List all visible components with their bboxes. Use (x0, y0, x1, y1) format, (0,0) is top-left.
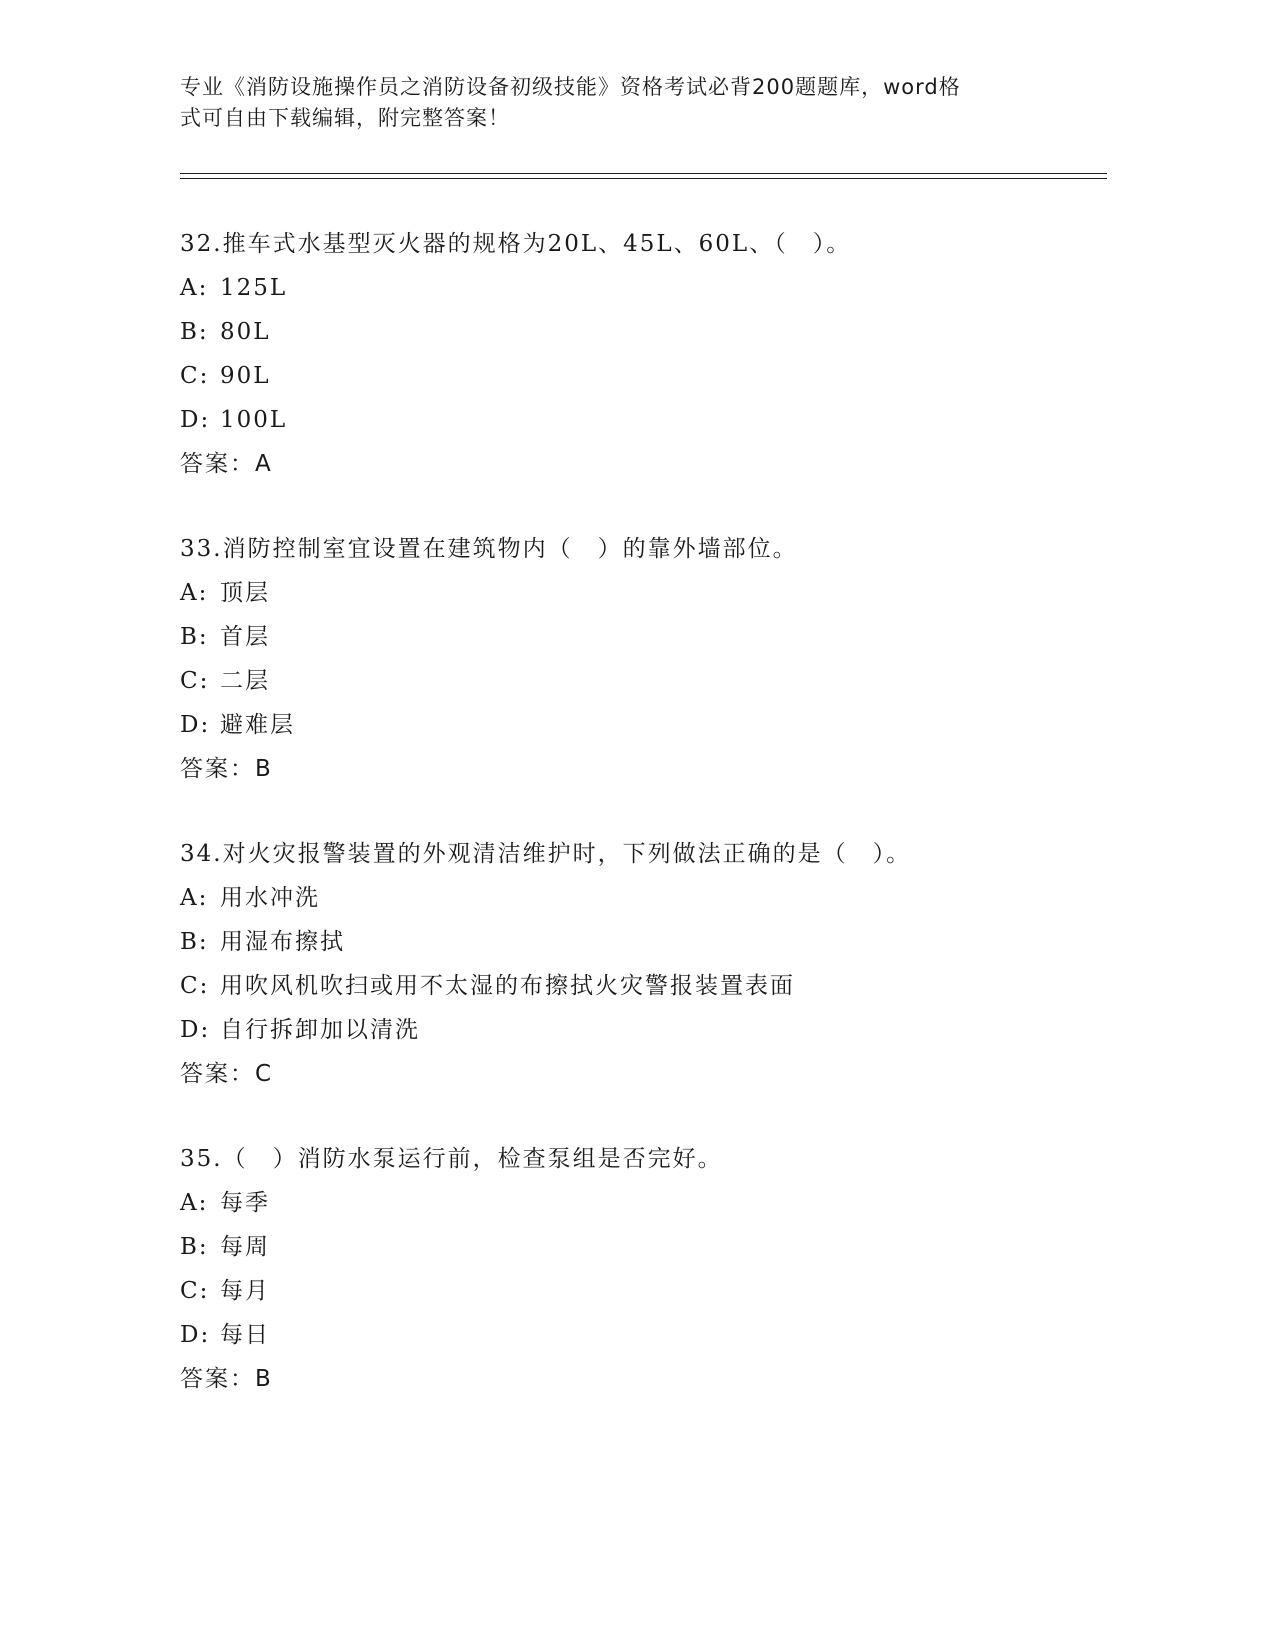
option-text: 首层 (220, 624, 270, 650)
option-label: B: (180, 624, 209, 650)
option-c (180, 1275, 1080, 1319)
option-label: D: (180, 712, 211, 738)
answer-line: 答案：B (180, 1366, 273, 1392)
option-text: 每季 (220, 1190, 270, 1216)
option-text: 90L (220, 363, 271, 389)
option-text: 125L (220, 275, 288, 301)
header-divider-bottom (180, 178, 1107, 179)
header-divider-top (180, 173, 1107, 174)
header-line-1: 专业《消防设施操作员之消防设备初级技能》资格考试必背200题题库，word格 (180, 75, 961, 99)
option-d (180, 404, 1080, 448)
option-text: 80L (220, 319, 271, 345)
option-text: 自行拆卸加以清洗 (220, 1017, 420, 1043)
question-block (180, 838, 1080, 1102)
option-a (180, 272, 1080, 316)
option-a (180, 1187, 1080, 1231)
option-label: C: (180, 1278, 210, 1304)
option-c (180, 665, 1080, 709)
option-text: 用吹风机吹扫或用不太湿的布擦拭火灾警报装置表面 (220, 973, 795, 999)
option-b (180, 1231, 1080, 1275)
question-block (180, 228, 1080, 492)
option-a (180, 882, 1080, 926)
option-b (180, 621, 1080, 665)
option-text: 每月 (220, 1278, 270, 1304)
answer-line: 答案：B (180, 756, 273, 782)
option-d (180, 1319, 1080, 1363)
option-text: 用湿布擦拭 (220, 929, 345, 955)
option-text: 顶层 (220, 580, 270, 606)
option-d (180, 1014, 1080, 1058)
option-label: A: (180, 275, 209, 301)
option-label: C: (180, 973, 210, 999)
question-block (180, 1143, 1080, 1407)
option-label: D: (180, 407, 211, 433)
option-label: A: (180, 580, 209, 606)
option-b (180, 316, 1080, 360)
option-c (180, 970, 1080, 1014)
answer-line: 答案：A (180, 451, 273, 477)
option-label: A: (180, 885, 209, 911)
option-label: A: (180, 1190, 209, 1216)
question-stem: 34.对火灾报警装置的外观清洁维护时，下列做法正确的是（ ）。 (180, 841, 912, 867)
option-b (180, 926, 1080, 970)
option-text: 每日 (220, 1322, 270, 1348)
option-label: B: (180, 929, 209, 955)
option-text: 用水冲洗 (220, 885, 320, 911)
option-text: 避难层 (220, 712, 295, 738)
answer-line: 答案：C (180, 1061, 274, 1087)
option-a (180, 577, 1080, 621)
option-label: B: (180, 1234, 209, 1260)
option-d (180, 709, 1080, 753)
option-label: C: (180, 668, 210, 694)
option-c (180, 360, 1080, 404)
option-text: 二层 (220, 668, 270, 694)
option-text: 100L (220, 407, 288, 433)
option-text: 每周 (220, 1234, 270, 1260)
option-label: B: (180, 319, 209, 345)
question-stem: 35.（ ）消防水泵运行前，检查泵组是否完好。 (180, 1146, 723, 1172)
question-stem: 33.消防控制室宜设置在建筑物内（ ）的靠外墙部位。 (180, 536, 798, 562)
header-line-2: 式可自由下载编辑，附完整答案！ (180, 106, 510, 130)
option-label: D: (180, 1017, 211, 1043)
document-header (180, 72, 1040, 134)
option-label: C: (180, 363, 210, 389)
option-label: D: (180, 1322, 211, 1348)
question-block (180, 533, 1080, 797)
question-stem: 32.推车式水基型灭火器的规格为20L、45L、60L、（ ）。 (180, 231, 852, 257)
